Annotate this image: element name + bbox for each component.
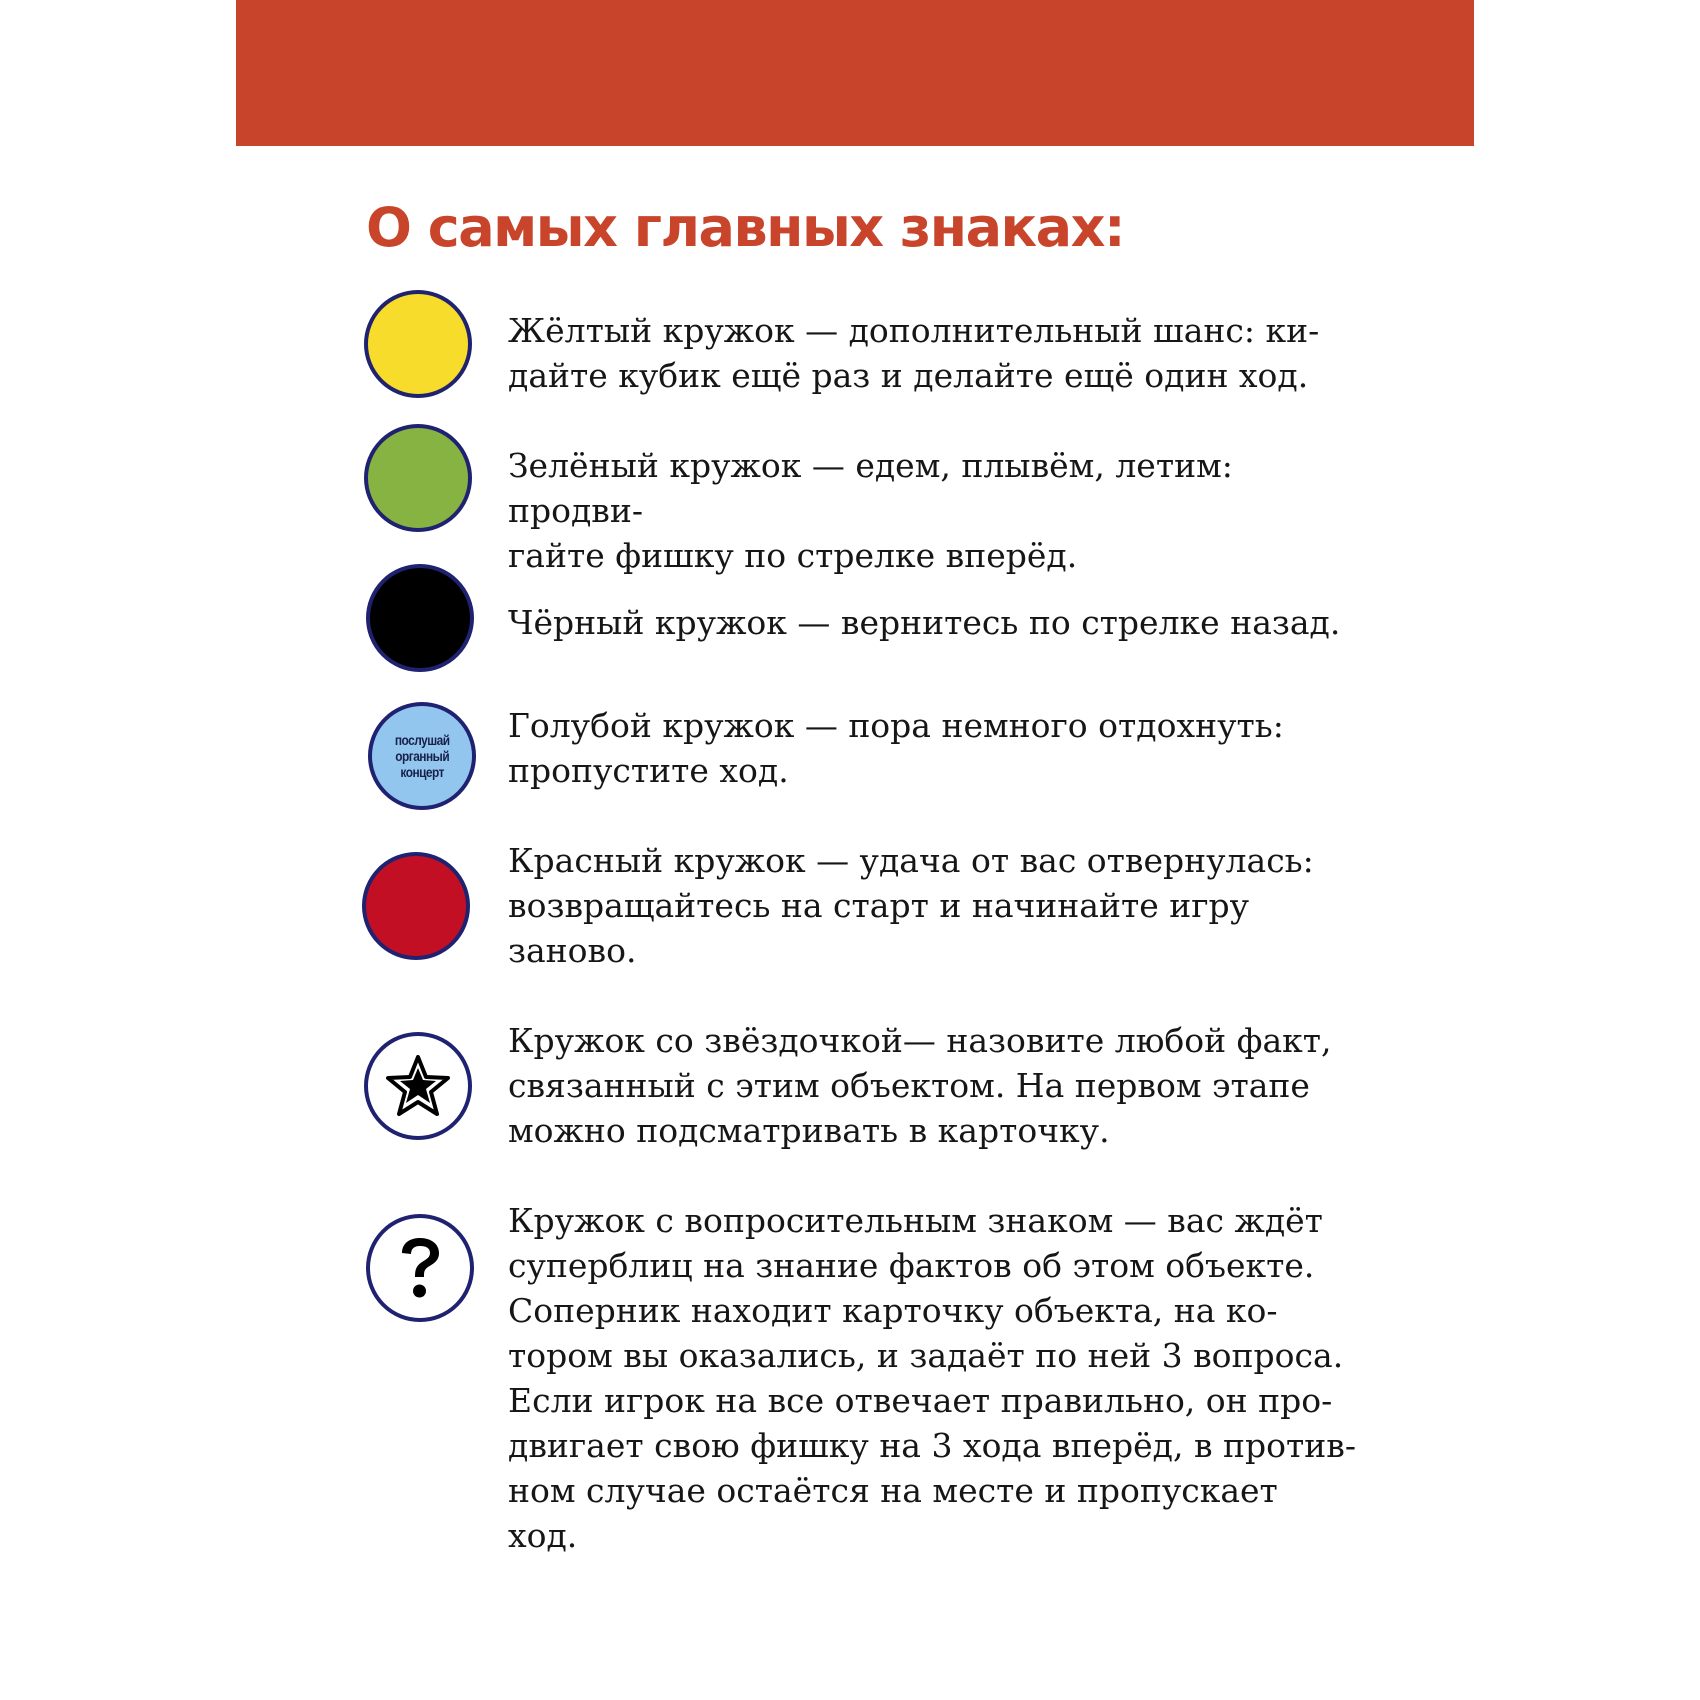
light-blue-circle-icon	[368, 702, 476, 810]
black-circle-icon	[366, 564, 474, 672]
star-icon	[386, 1055, 450, 1117]
yellow-circle-icon	[364, 290, 472, 398]
rule-text-green: Зелёный кружок — едем, плывём, летим: продви- гайте фишку по стрелке вперёд.	[508, 446, 1233, 575]
rule-text-black: Чёрный кружок — вернитесь по стрелке назад.	[508, 603, 1341, 642]
star-circle-icon	[364, 1032, 472, 1140]
rule-text-yellow: Жёлтый кружок — дополнительный шанс: ки- дайте кубик ещё раз и делайте ещё один ход.	[508, 311, 1320, 395]
top-banner	[236, 0, 1474, 146]
stamp-text: послушай органный концерт	[394, 732, 450, 780]
red-circle-icon	[362, 852, 470, 960]
rule-text-red: Красный кружок — удача от вас отвернулась: возвращайтесь на старт и начинайте игру заново.	[508, 841, 1314, 970]
question-mark-icon	[394, 1235, 446, 1301]
rule-text-star: Кружок со звёздочкой— назовите любой факт, связанный с этим объектом. На первом этапе можно подсматривать в карточку.	[508, 1021, 1332, 1150]
rule-text-light-blue: Голубой кружок — пора немного отдохнуть: пропустите ход.	[508, 706, 1284, 790]
green-circle-icon	[364, 424, 472, 532]
page-title: О самых главных знаках:	[366, 196, 1125, 259]
question-circle-icon	[366, 1214, 474, 1322]
rule-text-question: Кружок с вопросительным знаком — вас ждёт суперблиц на знание фактов об этом объекте. Соперник находит карточку объекта, на ко- тором вы оказались, и задаёт по ней 3 вопроса. Если игрок на все отвечает правильно, он про- двигает свою фишку на 3 хода вперёд, в против- ном случае остаётся на месте и пропускает ход.	[508, 1201, 1357, 1555]
